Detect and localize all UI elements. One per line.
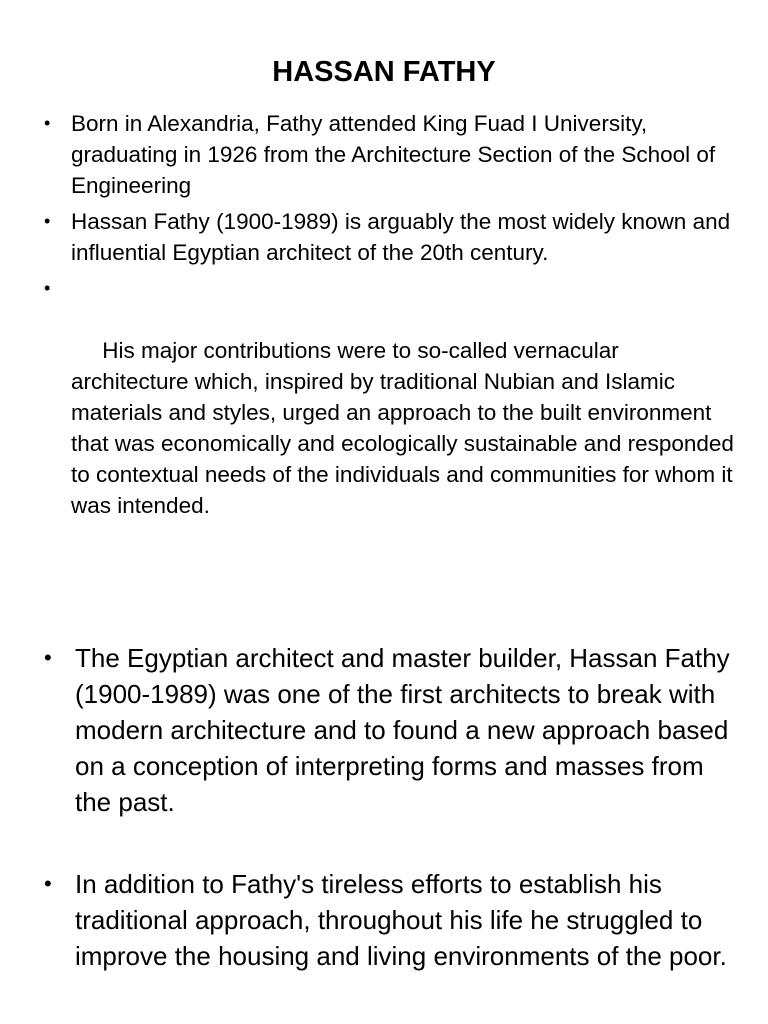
list-item [44,273,741,552]
bullet-list-intro [44,108,741,557]
list-item-text: Born in Alexandria, Fathy attended King Fuad I University, graduating in 1926 from the Architecture Section of the School of Engineering [71,111,716,198]
bullet-list-summary [44,640,744,1020]
bullet-icon: • [44,645,52,670]
list-item [44,640,744,820]
bullet-icon: • [44,113,51,133]
bullet-icon: • [44,211,51,231]
list-item-text: Hassan Fathy (1900-1989) is arguably the most widely known and influential Egyptian architect of the 20th century. [71,209,731,265]
bullet-icon: • [44,278,51,298]
page-title: HASSAN FATHY [272,56,496,88]
list-item-text: The Egyptian architect and master builder, Hassan Fathy (1900-1989) was one of the first architects to break with modern architecture and to found a new approach based on a conception of interpreting forms and masses from the past. [75,643,730,817]
list-item [44,206,734,268]
list-item-text: His major contributions were to so-called vernacular architecture which, inspired by traditional Nubian and Islamic materials and styles, urged an approach to the built environment that was economically and ecologically sustainable and responded to contextual needs of the individuals and communities for whom it was intended. [71,338,741,518]
list-item-text: In addition to Fathy's tireless efforts to establish his traditional approach, throughout his life he struggled to improve the housing and living environments of the poor. [75,869,727,971]
bullet-icon: • [44,871,52,896]
list-item [44,108,734,201]
list-item [44,866,744,974]
